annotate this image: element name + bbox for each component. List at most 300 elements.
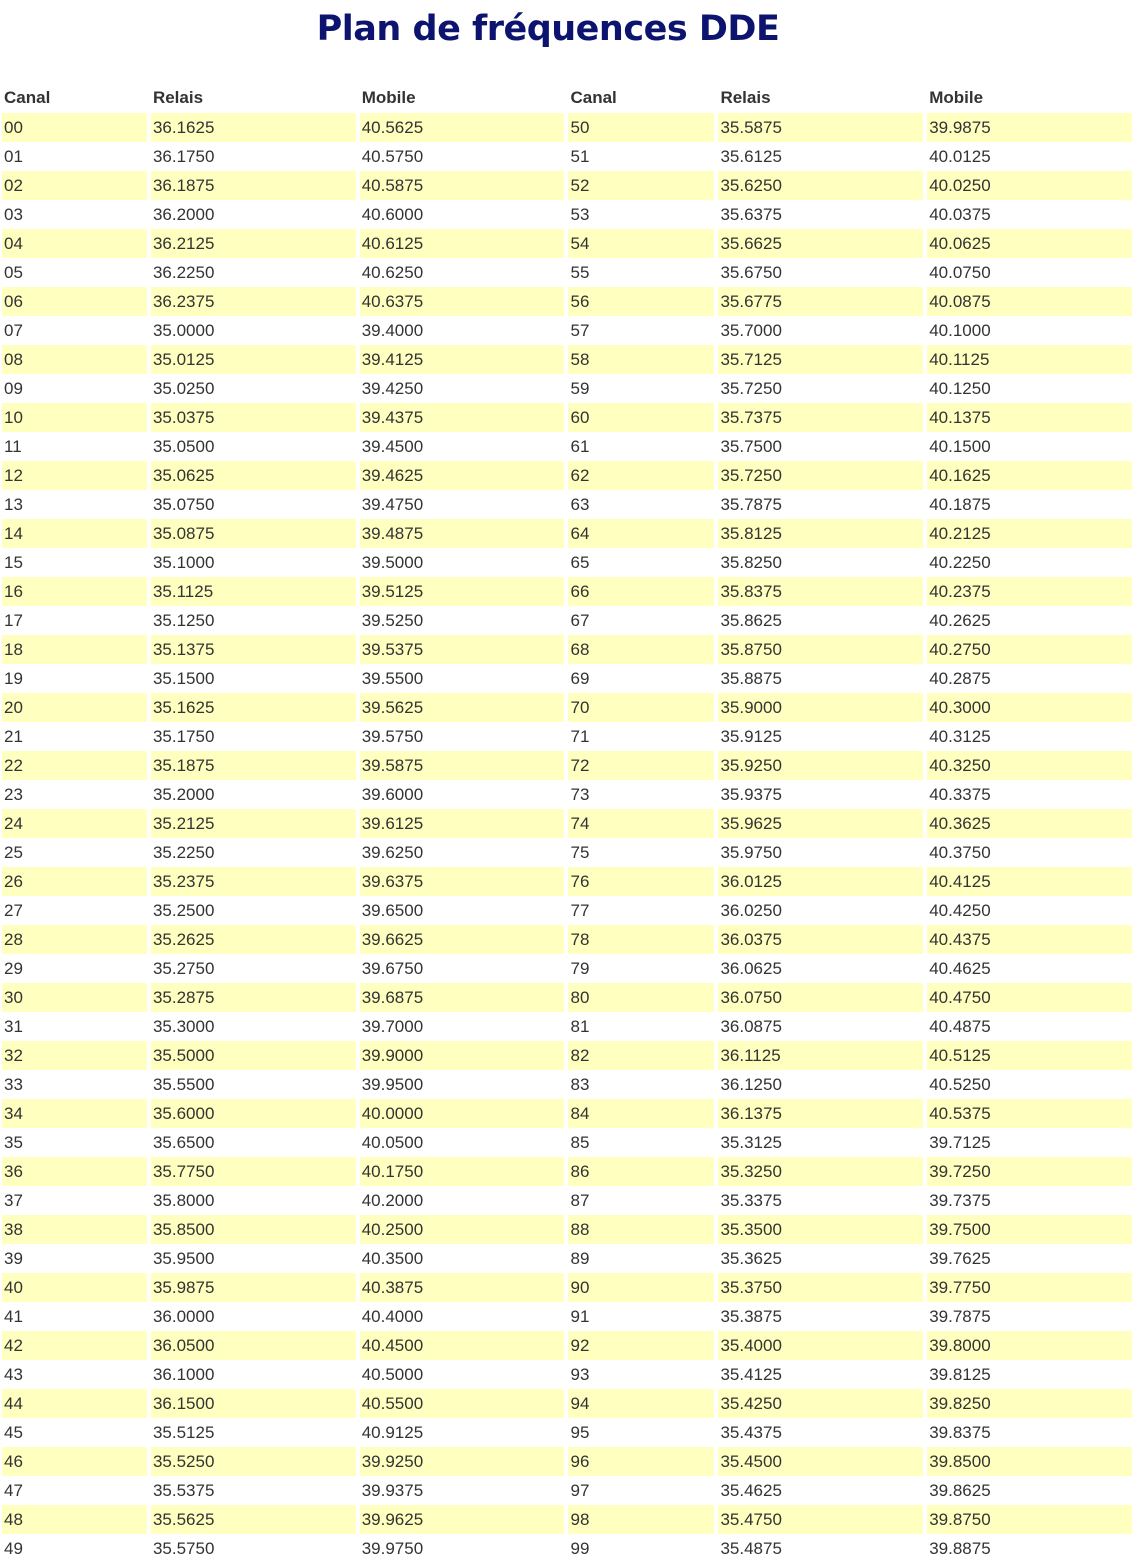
cell-relais-right: 35.6775 xyxy=(718,287,923,316)
cell-canal-right: 85 xyxy=(570,1132,590,1152)
cell-relais-left: 35.1500 xyxy=(152,668,215,688)
cell-mobile-left: 39.6375 xyxy=(360,867,565,896)
cell-canal-left: 46 xyxy=(2,1447,147,1476)
cell-relais-right: 35.3625 xyxy=(720,1248,782,1268)
cell-relais-right: 35.5875 xyxy=(718,113,923,142)
cell-relais-left: 35.0625 xyxy=(151,461,356,490)
cell-canal-right: 69 xyxy=(570,668,590,688)
cell-canal-left: 20 xyxy=(2,693,147,722)
cell-canal-right: 91 xyxy=(570,1306,590,1326)
table-row xyxy=(2,1244,1132,1273)
cell-mobile-right: 40.0875 xyxy=(927,287,1132,316)
cell-canal-left: 33 xyxy=(4,1074,23,1094)
cell-relais-left: 35.9875 xyxy=(151,1273,356,1302)
cell-mobile-right: 40.0625 xyxy=(927,229,1132,258)
cell-canal-left: 04 xyxy=(2,229,147,258)
cell-relais-right: 35.7375 xyxy=(718,403,923,432)
cell-canal-right: 70 xyxy=(568,693,714,722)
cell-relais-left: 35.8500 xyxy=(151,1215,356,1244)
cell-mobile-right: 39.7125 xyxy=(929,1132,991,1152)
cell-mobile-left: 39.5375 xyxy=(360,635,565,664)
cell-canal-left: 47 xyxy=(4,1480,23,1500)
cell-relais-right: 35.3375 xyxy=(720,1190,782,1210)
cell-relais-right: 36.0625 xyxy=(720,958,782,978)
cell-mobile-right: 39.7625 xyxy=(929,1248,991,1268)
cell-canal-left: 31 xyxy=(4,1016,23,1036)
table-row xyxy=(2,1041,1132,1070)
cell-relais-left: 35.8000 xyxy=(152,1190,215,1210)
cell-mobile-left: 39.9375 xyxy=(361,1480,424,1500)
cell-canal-left: 09 xyxy=(4,378,23,398)
cell-relais-left: 36.1625 xyxy=(151,113,356,142)
table-row xyxy=(2,1215,1132,1244)
cell-mobile-left: 39.7000 xyxy=(361,1016,424,1036)
cell-mobile-right: 40.4875 xyxy=(929,1016,991,1036)
table-row xyxy=(2,113,1132,142)
cell-canal-right: 59 xyxy=(570,378,590,398)
cell-relais-right: 35.4250 xyxy=(718,1389,923,1418)
cell-relais-left: 35.2000 xyxy=(152,784,215,804)
cell-canal-right: 90 xyxy=(568,1273,714,1302)
cell-relais-left: 35.5500 xyxy=(152,1074,215,1094)
cell-mobile-right: 39.8375 xyxy=(929,1422,991,1442)
cell-mobile-left: 39.9750 xyxy=(361,1538,424,1558)
cell-canal-left: 14 xyxy=(2,519,147,548)
cell-canal-right: 96 xyxy=(568,1447,714,1476)
frequency-table xyxy=(0,83,1136,1563)
cell-mobile-left: 39.6875 xyxy=(360,983,565,1012)
cell-canal-left: 22 xyxy=(2,751,147,780)
cell-relais-left: 35.2250 xyxy=(152,842,215,862)
cell-mobile-right: 39.7750 xyxy=(927,1273,1132,1302)
cell-relais-right: 35.4875 xyxy=(720,1538,782,1558)
cell-canal-right: 89 xyxy=(570,1248,590,1268)
cell-canal-left: 29 xyxy=(4,958,23,978)
cell-mobile-right: 40.1625 xyxy=(927,461,1132,490)
cell-canal-left: 10 xyxy=(2,403,147,432)
cell-canal-right: 92 xyxy=(568,1331,714,1360)
cell-relais-right: 35.6250 xyxy=(718,171,923,200)
cell-canal-left: 17 xyxy=(4,610,23,630)
cell-mobile-right: 40.1250 xyxy=(929,378,991,398)
table-row xyxy=(2,1302,1132,1331)
cell-mobile-right: 39.8000 xyxy=(927,1331,1132,1360)
cell-mobile-left: 39.9625 xyxy=(360,1505,565,1534)
cell-mobile-right: 40.3375 xyxy=(929,784,991,804)
table-row xyxy=(2,896,1132,925)
cell-relais-left: 35.0375 xyxy=(151,403,356,432)
cell-relais-left: 36.0000 xyxy=(152,1306,215,1326)
cell-mobile-left: 40.4500 xyxy=(360,1331,565,1360)
table-row xyxy=(2,287,1132,316)
cell-relais-left: 35.5125 xyxy=(152,1422,215,1442)
cell-canal-left: 02 xyxy=(2,171,147,200)
table-row xyxy=(2,142,1132,171)
cell-relais-left: 35.1000 xyxy=(152,552,215,572)
cell-relais-left: 35.0125 xyxy=(151,345,356,374)
cell-relais-left: 35.1625 xyxy=(151,693,356,722)
cell-mobile-right: 40.2250 xyxy=(929,552,991,572)
cell-relais-right: 35.4375 xyxy=(720,1422,782,1442)
cell-mobile-left: 39.6250 xyxy=(361,842,424,862)
cell-relais-left: 36.2000 xyxy=(152,204,215,224)
cell-canal-left: 28 xyxy=(2,925,147,954)
cell-relais-right: 35.8750 xyxy=(718,635,923,664)
cell-relais-left: 36.1500 xyxy=(151,1389,356,1418)
cell-canal-right: 77 xyxy=(570,900,590,920)
header-canal-left: Canal xyxy=(4,88,51,107)
cell-mobile-right: 39.7375 xyxy=(929,1190,991,1210)
cell-canal-right: 86 xyxy=(568,1157,714,1186)
cell-relais-right: 36.1375 xyxy=(718,1099,923,1128)
table-row xyxy=(2,229,1132,258)
cell-canal-right: 80 xyxy=(568,983,714,1012)
cell-canal-left: 30 xyxy=(2,983,147,1012)
table-row xyxy=(2,751,1132,780)
table-row xyxy=(2,316,1132,345)
cell-relais-right: 35.7250 xyxy=(718,461,923,490)
cell-mobile-right: 40.0375 xyxy=(929,204,991,224)
cell-canal-right: 79 xyxy=(570,958,590,978)
table-row xyxy=(2,1331,1132,1360)
table-row xyxy=(2,403,1132,432)
cell-canal-left: 39 xyxy=(4,1248,23,1268)
cell-canal-left: 01 xyxy=(4,146,23,166)
cell-mobile-left: 39.5500 xyxy=(361,668,424,688)
cell-canal-left: 06 xyxy=(2,287,147,316)
cell-canal-right: 56 xyxy=(568,287,714,316)
cell-mobile-right: 39.8750 xyxy=(927,1505,1132,1534)
cell-relais-left: 35.1375 xyxy=(151,635,356,664)
header-relais-right: Relais xyxy=(720,88,771,107)
table-row xyxy=(2,1447,1132,1476)
cell-mobile-left: 40.6250 xyxy=(361,262,424,282)
cell-mobile-left: 39.4125 xyxy=(360,345,565,374)
cell-canal-left: 37 xyxy=(4,1190,23,1210)
table-row xyxy=(2,780,1132,809)
cell-mobile-right: 40.3250 xyxy=(927,751,1132,780)
cell-canal-left: 23 xyxy=(4,784,23,804)
cell-canal-right: 99 xyxy=(570,1538,590,1558)
cell-relais-right: 35.4625 xyxy=(720,1480,782,1500)
cell-relais-right: 35.9625 xyxy=(718,809,923,838)
cell-mobile-left: 40.5750 xyxy=(361,146,424,166)
cell-canal-left: 43 xyxy=(4,1364,23,1384)
cell-mobile-left: 39.4875 xyxy=(360,519,565,548)
cell-relais-right: 36.0125 xyxy=(718,867,923,896)
cell-relais-right: 35.3125 xyxy=(720,1132,782,1152)
cell-relais-right: 35.3250 xyxy=(718,1157,923,1186)
cell-relais-left: 36.1750 xyxy=(152,146,215,166)
cell-canal-right: 51 xyxy=(570,146,590,166)
cell-canal-left: 25 xyxy=(4,842,23,862)
cell-mobile-right: 40.5250 xyxy=(929,1074,991,1094)
cell-canal-left: 07 xyxy=(4,320,23,340)
cell-mobile-left: 39.6750 xyxy=(361,958,424,978)
cell-canal-right: 63 xyxy=(570,494,590,514)
table-row xyxy=(2,374,1132,403)
cell-mobile-right: 40.2375 xyxy=(927,577,1132,606)
table-row xyxy=(2,1099,1132,1128)
cell-relais-left: 35.2875 xyxy=(151,983,356,1012)
header-canal-right: Canal xyxy=(570,88,617,107)
header-mobile-left: Mobile xyxy=(361,88,416,107)
cell-canal-right: 62 xyxy=(568,461,714,490)
cell-mobile-left: 39.6625 xyxy=(360,925,565,954)
cell-canal-right: 67 xyxy=(570,610,590,630)
table-row xyxy=(2,548,1132,577)
table-row xyxy=(2,1273,1132,1302)
cell-mobile-left: 39.4250 xyxy=(361,378,424,398)
header-mobile-right: Mobile xyxy=(929,88,984,107)
cell-mobile-left: 40.4000 xyxy=(361,1306,424,1326)
cell-relais-right: 35.9375 xyxy=(720,784,782,804)
cell-mobile-left: 40.3500 xyxy=(361,1248,424,1268)
cell-relais-left: 35.1750 xyxy=(152,726,215,746)
cell-relais-left: 35.0750 xyxy=(152,494,215,514)
cell-mobile-right: 39.7500 xyxy=(927,1215,1132,1244)
cell-canal-left: 12 xyxy=(2,461,147,490)
cell-mobile-left: 39.6500 xyxy=(361,900,424,920)
cell-relais-right: 35.3500 xyxy=(718,1215,923,1244)
table-row xyxy=(2,693,1132,722)
cell-relais-left: 36.1875 xyxy=(151,171,356,200)
table-row xyxy=(2,809,1132,838)
table-row xyxy=(2,1505,1132,1534)
cell-canal-right: 81 xyxy=(570,1016,590,1036)
cell-mobile-left: 40.0000 xyxy=(360,1099,565,1128)
cell-relais-right: 36.0375 xyxy=(718,925,923,954)
table-row xyxy=(2,838,1132,867)
cell-relais-left: 36.2375 xyxy=(151,287,356,316)
cell-mobile-left: 39.4625 xyxy=(360,461,565,490)
cell-relais-right: 35.6125 xyxy=(720,146,782,166)
table-row xyxy=(2,432,1132,461)
table-row xyxy=(2,200,1132,229)
cell-relais-left: 35.1250 xyxy=(152,610,215,630)
cell-canal-right: 97 xyxy=(570,1480,590,1500)
cell-relais-left: 35.7750 xyxy=(151,1157,356,1186)
cell-mobile-right: 39.8125 xyxy=(929,1364,991,1384)
table-row xyxy=(2,1418,1132,1447)
cell-mobile-left: 39.6000 xyxy=(361,784,424,804)
cell-canal-left: 32 xyxy=(2,1041,147,1070)
cell-mobile-right: 40.2125 xyxy=(927,519,1132,548)
table-row xyxy=(2,635,1132,664)
cell-mobile-right: 40.4625 xyxy=(929,958,991,978)
cell-canal-right: 71 xyxy=(570,726,590,746)
cell-mobile-right: 40.1125 xyxy=(927,345,1132,374)
cell-relais-right: 35.7250 xyxy=(720,378,782,398)
cell-relais-left: 36.0500 xyxy=(151,1331,356,1360)
table-row xyxy=(2,606,1132,635)
cell-canal-left: 34 xyxy=(2,1099,147,1128)
cell-relais-right: 35.4125 xyxy=(720,1364,782,1384)
table-row xyxy=(2,954,1132,983)
cell-relais-right: 35.4750 xyxy=(718,1505,923,1534)
cell-relais-right: 36.0250 xyxy=(720,900,782,920)
cell-canal-right: 75 xyxy=(570,842,590,862)
cell-canal-left: 05 xyxy=(4,262,23,282)
cell-canal-right: 84 xyxy=(568,1099,714,1128)
cell-relais-left: 35.0500 xyxy=(152,436,215,456)
cell-canal-left: 42 xyxy=(2,1331,147,1360)
cell-mobile-right: 40.4250 xyxy=(929,900,991,920)
cell-canal-right: 83 xyxy=(570,1074,590,1094)
cell-relais-left: 35.2750 xyxy=(152,958,215,978)
cell-relais-left: 35.5750 xyxy=(152,1538,215,1558)
cell-relais-left: 35.5000 xyxy=(151,1041,356,1070)
cell-canal-right: 58 xyxy=(568,345,714,374)
cell-mobile-left: 39.9250 xyxy=(360,1447,565,1476)
cell-mobile-left: 40.6000 xyxy=(361,204,424,224)
cell-canal-right: 57 xyxy=(570,320,590,340)
cell-mobile-right: 40.1000 xyxy=(929,320,991,340)
cell-mobile-right: 40.3000 xyxy=(927,693,1132,722)
cell-canal-left: 48 xyxy=(2,1505,147,1534)
cell-mobile-right: 40.2625 xyxy=(929,610,991,630)
cell-relais-left: 35.1125 xyxy=(151,577,356,606)
table-row xyxy=(2,258,1132,287)
cell-mobile-right: 40.4125 xyxy=(927,867,1132,896)
cell-relais-right: 35.9000 xyxy=(718,693,923,722)
cell-mobile-left: 39.4375 xyxy=(360,403,565,432)
cell-mobile-right: 39.8500 xyxy=(927,1447,1132,1476)
cell-relais-right: 35.6750 xyxy=(720,262,782,282)
cell-relais-left: 35.0250 xyxy=(152,378,215,398)
cell-canal-right: 64 xyxy=(568,519,714,548)
cell-relais-left: 35.2375 xyxy=(151,867,356,896)
cell-relais-right: 36.1250 xyxy=(720,1074,782,1094)
cell-canal-right: 87 xyxy=(570,1190,590,1210)
cell-relais-right: 35.8125 xyxy=(718,519,923,548)
cell-relais-left: 35.0000 xyxy=(152,320,215,340)
table-header-row xyxy=(2,83,1132,113)
cell-relais-right: 35.8250 xyxy=(720,552,782,572)
cell-canal-right: 66 xyxy=(568,577,714,606)
cell-relais-right: 35.3875 xyxy=(720,1306,782,1326)
cell-mobile-left: 40.0500 xyxy=(361,1132,424,1152)
cell-relais-left: 35.2500 xyxy=(152,900,215,920)
cell-relais-left: 35.0875 xyxy=(151,519,356,548)
cell-mobile-left: 39.6125 xyxy=(360,809,565,838)
cell-canal-right: 53 xyxy=(570,204,590,224)
cell-relais-left: 35.2625 xyxy=(151,925,356,954)
cell-canal-left: 44 xyxy=(2,1389,147,1418)
cell-canal-right: 72 xyxy=(568,751,714,780)
cell-relais-left: 35.6000 xyxy=(151,1099,356,1128)
cell-mobile-right: 40.1375 xyxy=(927,403,1132,432)
table-row xyxy=(2,1186,1132,1215)
table-row xyxy=(2,461,1132,490)
cell-canal-left: 26 xyxy=(2,867,147,896)
cell-canal-left: 35 xyxy=(4,1132,23,1152)
cell-mobile-right: 40.2875 xyxy=(929,668,991,688)
cell-mobile-left: 39.4750 xyxy=(361,494,424,514)
table-row xyxy=(2,171,1132,200)
cell-canal-right: 73 xyxy=(570,784,590,804)
table-body xyxy=(2,113,1132,1563)
header-relais-left: Relais xyxy=(152,88,204,107)
cell-mobile-right: 40.0125 xyxy=(929,146,991,166)
cell-mobile-right: 40.3625 xyxy=(927,809,1132,838)
cell-mobile-left: 40.2500 xyxy=(360,1215,565,1244)
cell-relais-left: 35.5250 xyxy=(151,1447,356,1476)
cell-mobile-left: 40.5625 xyxy=(360,113,565,142)
cell-mobile-right: 39.8875 xyxy=(929,1538,991,1558)
table-row xyxy=(2,722,1132,751)
cell-mobile-left: 39.9000 xyxy=(360,1041,565,1070)
cell-canal-left: 40 xyxy=(2,1273,147,1302)
cell-relais-right: 36.0750 xyxy=(718,983,923,1012)
cell-canal-left: 19 xyxy=(4,668,23,688)
cell-mobile-left: 39.5125 xyxy=(360,577,565,606)
cell-mobile-right: 40.3750 xyxy=(929,842,991,862)
table-row xyxy=(2,519,1132,548)
table-row xyxy=(2,1389,1132,1418)
cell-relais-left: 35.3000 xyxy=(152,1016,215,1036)
cell-canal-right: 52 xyxy=(568,171,714,200)
cell-mobile-left: 39.5625 xyxy=(360,693,565,722)
cell-mobile-right: 39.7875 xyxy=(929,1306,991,1326)
cell-mobile-right: 40.4750 xyxy=(927,983,1132,1012)
cell-canal-right: 54 xyxy=(568,229,714,258)
table-row xyxy=(2,577,1132,606)
cell-relais-left: 35.2125 xyxy=(151,809,356,838)
table-row xyxy=(2,925,1132,954)
cell-relais-right: 35.9250 xyxy=(718,751,923,780)
cell-mobile-right: 39.9875 xyxy=(927,113,1132,142)
table-row xyxy=(2,1012,1132,1041)
cell-mobile-left: 39.5875 xyxy=(360,751,565,780)
cell-canal-left: 03 xyxy=(4,204,23,224)
cell-canal-right: 88 xyxy=(568,1215,714,1244)
cell-mobile-right: 40.1500 xyxy=(929,436,991,456)
table-row xyxy=(2,983,1132,1012)
cell-mobile-left: 40.1750 xyxy=(360,1157,565,1186)
cell-mobile-right: 39.8625 xyxy=(929,1480,991,1500)
cell-relais-right: 35.7500 xyxy=(720,436,782,456)
cell-canal-left: 13 xyxy=(4,494,23,514)
cell-mobile-left: 40.6375 xyxy=(360,287,565,316)
cell-canal-left: 08 xyxy=(2,345,147,374)
cell-canal-left: 21 xyxy=(4,726,23,746)
cell-canal-left: 41 xyxy=(4,1306,23,1326)
table-row xyxy=(2,867,1132,896)
cell-relais-right: 35.7125 xyxy=(718,345,923,374)
cell-relais-left: 35.5625 xyxy=(151,1505,356,1534)
table-row xyxy=(2,1128,1132,1157)
cell-canal-left: 00 xyxy=(2,113,147,142)
cell-canal-right: 74 xyxy=(568,809,714,838)
cell-mobile-left: 39.5250 xyxy=(361,610,424,630)
table-row xyxy=(2,1360,1132,1389)
cell-relais-right: 35.4000 xyxy=(718,1331,923,1360)
cell-canal-right: 82 xyxy=(568,1041,714,1070)
cell-canal-right: 55 xyxy=(570,262,590,282)
cell-canal-right: 50 xyxy=(568,113,714,142)
cell-canal-right: 95 xyxy=(570,1422,590,1442)
cell-mobile-left: 40.5875 xyxy=(360,171,565,200)
cell-mobile-right: 40.5375 xyxy=(927,1099,1132,1128)
cell-canal-left: 11 xyxy=(4,436,22,456)
cell-relais-right: 35.9125 xyxy=(720,726,782,746)
cell-canal-left: 49 xyxy=(4,1538,23,1558)
cell-mobile-right: 40.3125 xyxy=(929,726,991,746)
cell-canal-right: 98 xyxy=(568,1505,714,1534)
cell-relais-left: 36.2250 xyxy=(152,262,215,282)
cell-canal-left: 16 xyxy=(2,577,147,606)
